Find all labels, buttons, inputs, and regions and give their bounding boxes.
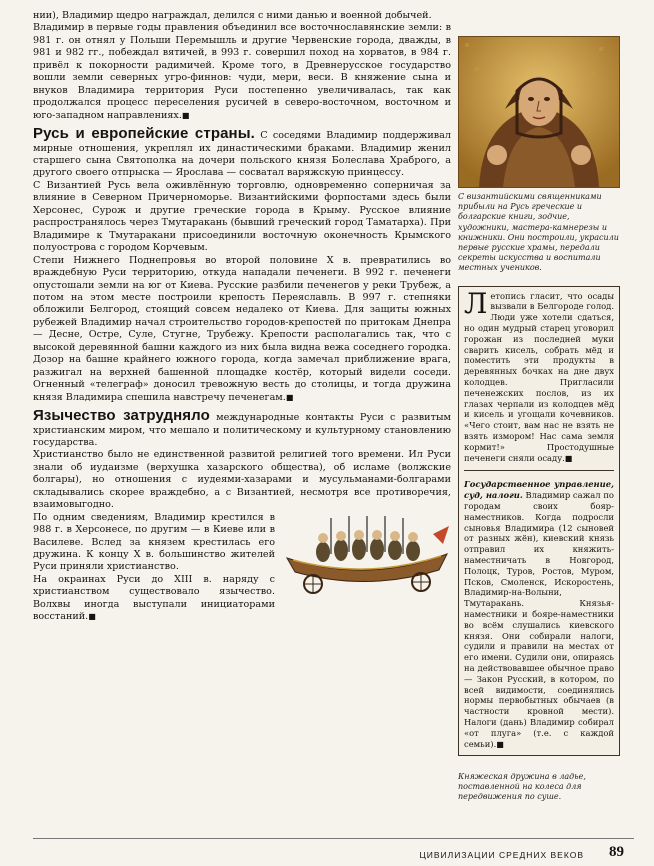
end-mark: ■: [564, 453, 573, 463]
boat-caption: Княжеская дружина в ладье, поставленной на колеса для передвижения по суше.: [458, 772, 586, 802]
legend-text: етопись гласит, что осады вызвали в Белгороде голод. Люди уже хотели сдаться, но один мудрый старец уговорил горожан из последней муки сварить кисель, собрать мёд и поместить эти продукты в деревянных бочках на дне двух колодцев. Пригласили печенежских послов, из их глазах черпали из колодцев мёд и кисель и угощали кочевников. «Чего стоит, вам нас не взять не взять измором! Нас сама земля кормит!» Простодушные печенеги сняли осаду.: [464, 290, 614, 463]
europe-heading: Русь и европейские страны.: [33, 125, 255, 143]
page-number: 89: [609, 844, 624, 860]
governance-text: Владимир сажал по городам своих бояр-наместников. Когда подросли сыновья Владимира (12 сыновей от разных жён), киевский князь отправил их княжить-наместничать в Новгород, Полоцк, Туров, Ростов, Муром, Псков, Смоленск, Искоростень, Владимир-на-Волыни, Тмутаракань. Князья-наместники и бояре-наместники во всём слушались киевского князя. Они собирали налоги, судили и правили на местах от его имени. Судили они, опираясь на действовавшее обычное право — Закон Русский, в котором, по всей видимости, соединялись нормы первобытных обычаев (в частности кровной мести). Налоги (дань) Владимир собирал «от плуга» (т.е. с каждой семьи).: [464, 490, 614, 749]
end-mark: ■: [88, 612, 96, 622]
paganism-paragraph-2: Христианство было не единственной развитой религией того времени. Ил Руси знали об иудаизме (верхушка хазарского общества), об исламе (волжские болгары), но отношения с иудеями-хазарами и мусульманами-болгарами складывались скорее враждебно, а с Византией, несмотря все противоречия, взаимовыгодно.: [33, 449, 451, 511]
europe-paragraph-3: Степи Нижнего Поднепровья во второй половине X в. превратились во враждебную Руси территорию, откуда нападали печенеги. В 992 г. печенеги опустошали земли на юг от Киева. Русские разбили печенегов у реки Трубеж, а потом на этом месте построили крепость Переяславль. В 997 г. степняки обложили Белгород, стоящий совсем недалеко от Киева. Для защиты южных рубежей Владимир начал строительство городов-крепостей по притокам Днепра — Десне, Остре, Суле, Стугне, Трубежу. Крепости располагались так, что с высокой деревянной башни каждого из них была видна вежа соседнего городка. Дозор на башне крайнего южного города, когда замечал приближение врага, разжигал на верхней башенной площадке костёр, который видели соседи. Огненный «телеграф» доносил тревожную весть до столицы, и тогда дружина князя Владимира спешила навстречу печенегам.■: [33, 254, 451, 403]
paganism-paragraph-4: На окраинах Руси до XIII в. наряду с христианством существовало язычество. Волхвы иногда выступали инициаторами восстаний.■: [33, 573, 275, 623]
intro-paragraph-1: нии), Владимир щедро награждал, делился с ними данью и военной добычей.: [33, 10, 432, 21]
byzantine-saint-mosaic-icon: [458, 36, 620, 188]
main-column: [33, 10, 451, 624]
intro-paragraph-2: Владимир в первые годы правления объединил все восточнославянские земли: в 981 г. он отнял у Польши Перемышль и другие Червенские города, дважды, в 981 и 982 гг., побеждал вятичей, в 993 г. совершил поход на хорватов, в 984 г. привёл к покорности радимичей. Кроме того, в Древнерусское государство вошли земли северных угро-финнов: чуди, мери, веси. В княжение сына и внуков Владимира территория Руси постепенно увеличивалась, так как продолжался процесс переселения русичей в северо-восточном, восточном и юго-западном направлениях.■: [33, 22, 451, 121]
europe-paragraph-1: Русь и европейские страны. С соседями Владимир поддерживал мирные отношения, укреплял их династическими браками. Владимир женил старшего сына Святополка на дочери польского князя Болеслава Храброго, а другого своего отпрыска — Ярослава — сосватал варяжскую принцессу.: [33, 125, 451, 179]
page-footer: [33, 838, 634, 859]
icon-caption: С византийскими священниками прибыли на Русь греческие и болгарские книги, зодчие, художники, мастера-камнерезы и книжники. Они построили, украсили первые русские храмы, передали секреты искусства и воспитали местных учеников.: [458, 192, 619, 273]
paganism-paragraph-1: Язычество затрудняло международные контакты Руси с развитым христианским миром, что мешало и политическому и культурному становлению государства.: [33, 407, 451, 448]
paganism-paragraph-3: По одним сведениям, Владимир крестился в 988 г. в Херсонесе, по другим — в Киеве или в Василеве. Вслед за князем крестилась его дружина. К концу X в. большинство жителей Руси приняли христианство.: [33, 512, 451, 574]
legend-dropcap: Л: [464, 286, 488, 320]
legend-box: [458, 286, 620, 757]
governance-section: [464, 470, 614, 750]
end-mark: ■: [181, 110, 190, 120]
europe-paragraph-2: С Византией Русь вела оживлённую торговлю, одновременно соперничая за влияние в Северном Причерноморье. Византийскими форпостами здесь были Херсонес, Сурож и другие греческие города в Крыму. Русское влияние распространялось через Тмутаракань (бывший греческий город Таматарха). При Владимире к Тмутаракани присоединили восточную оконечность Крымского полуострова с городом Корчевым.: [33, 179, 451, 254]
end-mark: ■: [496, 739, 504, 749]
warriors-boat-illustration-icon: [283, 514, 451, 598]
paganism-heading: Язычество затрудняло: [33, 407, 210, 425]
end-mark: ■: [285, 392, 294, 402]
footer-title: ЦИВИЛИЗАЦИИ СРЕДНИХ ВЕКОВ: [419, 850, 584, 860]
governance-heading: Государственное управление, суд, налоги.: [464, 479, 614, 501]
right-column: [458, 36, 620, 756]
